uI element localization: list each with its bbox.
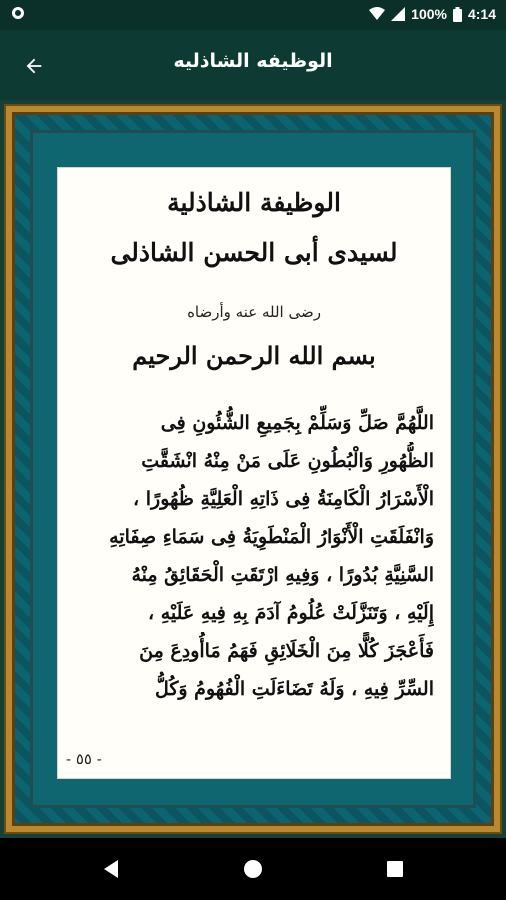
book-page[interactable] [58, 168, 450, 778]
status-icons [369, 6, 496, 22]
wifi-icon [369, 7, 385, 21]
text-line: اللَّهُمَّ صَلِّ وَسَلِّمْ بِجَمِيعِ الشُّئُونِ فِى [160, 412, 434, 434]
clock: 4:14 [467, 6, 496, 22]
navigation-bar [0, 838, 506, 900]
app-bar [0, 30, 506, 100]
page-number: - ٥٥ - [66, 750, 102, 768]
nav-recents-button[interactable] [380, 854, 410, 884]
basmala: بسم الله الرحمن الرحيم [132, 341, 376, 370]
page-subtitle: لسيدى أبى الحسن الشاذلى [110, 238, 398, 267]
text-line: السِّرِّ فِيهِ ، وَلَهُ تَضَاءَلَتِ الْفُهُومُ وَكُلُّ [154, 678, 434, 700]
page-title: الوظيفه الشاذليه [173, 50, 333, 72]
text-line: السَّنِيَّةِ بُدُورًا ، وَفِيهِ ارْتَقَتِ الْحَقَائِقُ مِنْهُ [131, 564, 434, 586]
status-bar [0, 0, 506, 30]
circle-home-icon [242, 858, 264, 880]
prayer-text [74, 404, 434, 708]
text-line: وَانْفَلَقَتِ الْأَنْوَارُ الْمَنْطَوِيَةُ فِى سَمَاءِ صِفَاتِهِ [109, 526, 434, 548]
blessing-text: رضى الله عنه وأرضاه [187, 303, 321, 321]
text-line: الْأَسْرَارُ الْكَامِنَةُ فِى ذَاتِهِ الْعَلِيَّةِ ظُهُورًا ، [133, 488, 434, 510]
triangle-back-icon [102, 859, 120, 879]
battery-percent: 100% [411, 6, 447, 22]
notification-dot-icon [12, 7, 24, 19]
page-heading: الوظيفة الشاذلية [167, 188, 341, 217]
nav-back-button[interactable] [96, 854, 126, 884]
signal-icon [391, 7, 405, 21]
nav-home-button[interactable] [238, 854, 268, 884]
battery-icon [453, 7, 462, 22]
text-line: إِلَيْهِ ، وَتَنَزَّلَتْ عُلُومُ آدَمَ بِهِ فِيهِ عَلَيْهِ ، [147, 602, 434, 624]
text-line: الظُّهُورِ وَالْبُطُونِ عَلَى مَنْ مِنْهُ انْشَقَّتِ [141, 450, 434, 472]
square-recents-icon [386, 860, 404, 878]
text-line: فَأَعْجَزَ كُلًّا مِنَ الْخَلَائِقِ فَهَمُ مَاأُودِعَ مِنَ [139, 640, 434, 662]
